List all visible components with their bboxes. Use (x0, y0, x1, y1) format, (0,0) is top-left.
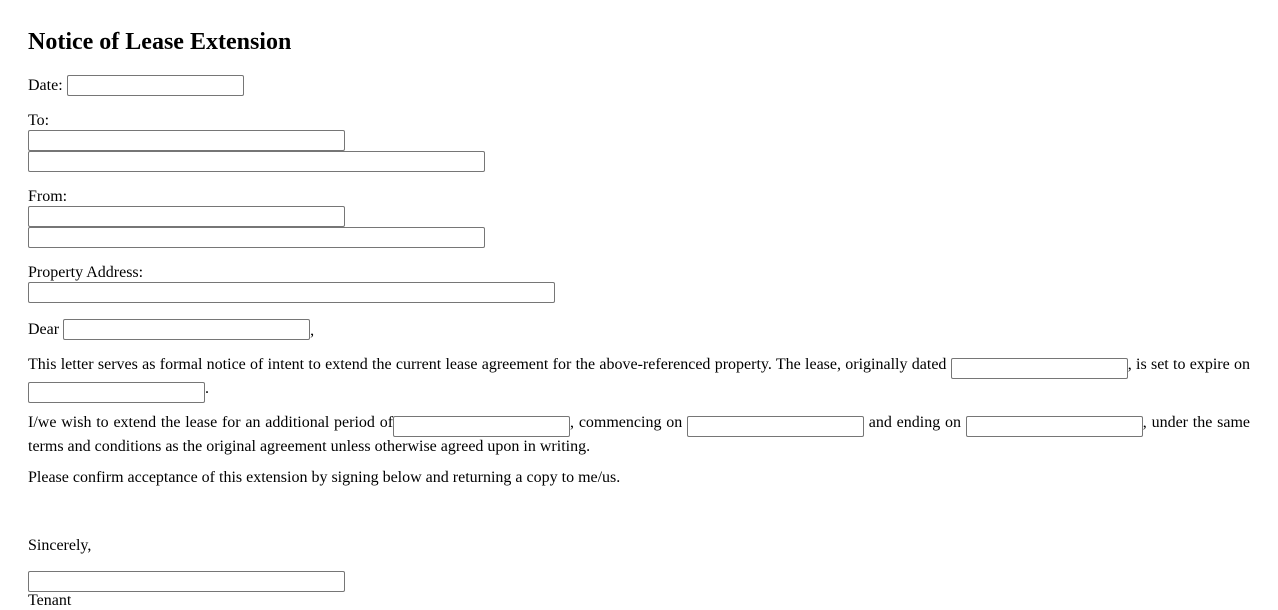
expiration-date-input[interactable] (28, 382, 205, 403)
paragraph1-text-before: This letter serves as formal notice of intent to extend the current lease agreement for the above-referenced property. The lease, originally dated (28, 356, 947, 373)
notice-paragraph (28, 355, 1250, 403)
from-name-input[interactable] (28, 206, 345, 227)
date-label: Date: (28, 76, 63, 94)
date-input[interactable] (67, 75, 244, 96)
original-lease-date-input[interactable] (951, 358, 1128, 379)
paragraph1-text-middle: , is set to expire on (1127, 356, 1251, 373)
to-label: To: (28, 112, 50, 129)
extension-period-input[interactable] (393, 416, 570, 437)
salutation-label: Dear (28, 320, 60, 338)
to-name-input[interactable] (28, 130, 345, 151)
recipient-name-input[interactable] (63, 319, 310, 340)
paragraph2-text-after: , under the same terms and conditions as the original agreement unless otherwise agreed upon in writing. (28, 414, 1250, 455)
property-address-label: Property Address: (28, 264, 144, 281)
page-title: Notice of Lease Extension (28, 29, 292, 55)
from-label: From: (28, 188, 68, 205)
paragraph2-text-commencing: , commencing on (570, 414, 683, 431)
property-address-input[interactable] (28, 282, 555, 303)
closing-text: Sincerely, (28, 537, 92, 554)
confirmation-paragraph: Please confirm acceptance of this extension by signing below and returning a copy to me/us. (28, 469, 621, 486)
from-address-input[interactable] (28, 227, 485, 248)
to-address-input[interactable] (28, 151, 485, 172)
ending-date-input[interactable] (966, 416, 1143, 437)
paragraph2-text-ending: and ending on (868, 414, 962, 431)
salutation-comma: , (310, 322, 315, 339)
commencing-date-input[interactable] (687, 416, 864, 437)
salutation-row (28, 319, 314, 340)
tenant-label: Tenant (28, 592, 72, 609)
paragraph1-text-end: . (205, 380, 209, 397)
paragraph2-text-before: I/we wish to extend the lease for an additional period of (28, 414, 394, 431)
extension-paragraph (28, 413, 1250, 457)
date-row (28, 75, 244, 96)
tenant-signature-input[interactable] (28, 571, 345, 592)
